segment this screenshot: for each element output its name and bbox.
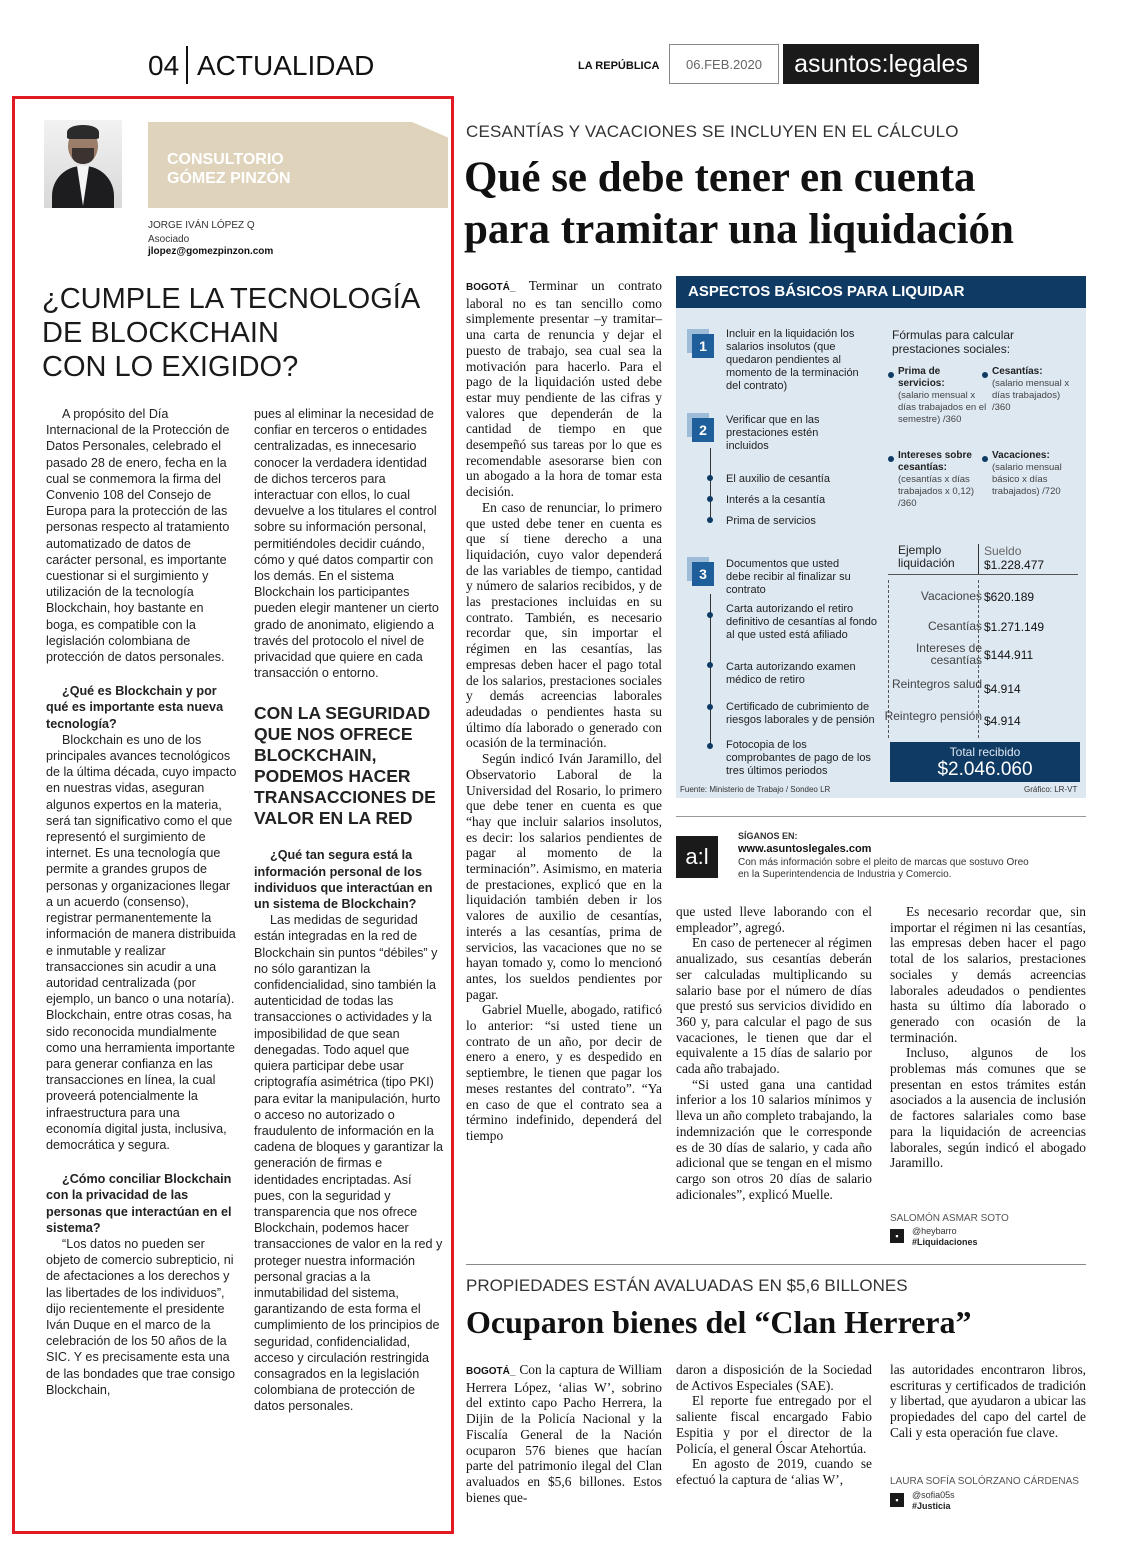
- article-column-2: [676, 1362, 872, 1488]
- list-item: Prima de servicios: [726, 515, 816, 527]
- body-paragraph: Gabriel Muelle, abogado, ratificó lo anterior: “si usted tiene un contrato de un año, por decir de enero a enero, y es despedido en septiembre, le tienen que pagar los meses restantes del contrato”. “Ya en caso de que el contrato sea a término indefinido, dependerá del tiempo: [466, 1002, 662, 1143]
- headline-line: ¿CUMPLE LA TECNOLOGÍA: [42, 283, 421, 315]
- bullet-dot: [888, 456, 894, 462]
- step-number: 2: [692, 418, 714, 442]
- brand-logo: asuntos:legales: [783, 44, 979, 84]
- example-label: Ejemplo liquidación: [898, 543, 955, 570]
- headline-line: Qué se debe tener en cuenta: [464, 154, 976, 201]
- step-2-text: Verificar que en las prestaciones estén incluidos: [726, 414, 820, 452]
- social-icon: ▪: [890, 1493, 904, 1507]
- consultorio-column-2: [254, 406, 444, 1415]
- body-paragraph: “Los datos no pueden ser objeto de comercio subrepticio, ni de afectaciones a los derechos y las libertades de los individuos”, dijo recientemente el presidente Iván Duque en el marco de la celebración de los 50 años de la SIC. Y es precisamente esta una de las bondades que trae consigo Blockchain,: [46, 1236, 236, 1397]
- article-tag[interactable]: #Justicia: [912, 1501, 951, 1511]
- social-icon: ▪: [890, 1229, 904, 1243]
- formulas-title: Fórmulas para calcular prestaciones sociales:: [892, 328, 1015, 356]
- pull-quote: CON LA SEGURIDAD QUE NOS OFRECE BLOCKCHAIN, PODEMOS HACER TRANSACCIONES DE VALOR EN LA RED: [254, 703, 436, 829]
- paragraph-text: Con la captura de William Herrera López, ‘alias W’, sobrino del extinto capo Pacho Herrera, la Dijin de la Policía Nacional y la Fiscalía General de la Nación ocuparon 576 bienes que hacían parte del patrimonio ilegal del Clan avaluados en $5,6 billones. Estos bienes que-: [466, 1362, 662, 1505]
- row-label: Reintegro pensión: [884, 709, 982, 723]
- infographic-source: Fuente: Ministerio de Trabajo / Sondeo LR: [680, 785, 831, 794]
- step-1-text: Incluir en la liquidación los salarios insolutos (que quedaron pendientes al momento de la terminación del contrato): [726, 328, 859, 392]
- article-tag[interactable]: #Liquidaciones: [912, 1237, 978, 1247]
- connector-line: [710, 448, 711, 521]
- author-photo: [44, 120, 122, 208]
- author-email[interactable]: jlopez@gomezpinzon.com: [148, 246, 274, 257]
- article-column-3: [890, 1362, 1086, 1441]
- article-headline: Ocuparon bienes del “Clan Herrera”: [466, 1304, 972, 1340]
- row-value: $620.189: [984, 590, 1035, 604]
- bullet-dot: [982, 372, 988, 378]
- formula-prima: [898, 366, 988, 426]
- body-paragraph: A propósito del Día Internacional de la Protección de Datos Personales, celebrado el pasado 28 de enero, fecha en la cual se conmemora la firma del Convenio 108 del Consejo de Europa para la protección de las personas respecto al tratamiento automatizado de datos de carácter personal, es importante cuestionar si el surgimiento y utilización de la tecnología Blockchain, hoy bastante en boga, es compatible con la legislación colombiana de protección de datos personales.: [46, 407, 230, 665]
- body-paragraph: Es necesario recordar que, sin importar el régimen ni las cesantías, las empresas deben hacer el pago total de los salarios, prestaciones sociales y demás acreencias laborales adeudados o pendientes hasta su último día laborado o generado con ocasión de la terminación.: [890, 904, 1086, 1045]
- divider: [676, 816, 1086, 817]
- bullet-dot: [888, 372, 894, 378]
- headline-line: DE BLOCKCHAIN: [42, 317, 279, 349]
- step-number: 3: [692, 562, 714, 586]
- author-name: JORGE IVÁN LÓPEZ Q: [148, 220, 255, 231]
- row-value: $4.914: [984, 682, 1021, 696]
- body-paragraph: Blockchain es uno de los principales avances tecnológicos de la última década, cuyo impacto en nuestras vidas, aseguran algunos expertos en la materia, será tan significativo como el que representó el surgimiento de internet. Es una tecnología que permite a grandes grupos de personas y organizaciones llegar a un acuerdo (consenso), registrar permanentemente la información de manera distribuida e inmutable y realizar transacciones sin acudir a una autoridad centralizada (por ejemplo, un banco o una notaría). Blockchain, entre otras cosas, ha sido reconocida mundialmente como una herramienta importante para generar confianza en las transacciones en línea, la cual proveerá potencialmente la infraestructura para una economía digital justa, inclusiva, democrática y segura.: [46, 732, 237, 1152]
- total-value: $2.046.060: [937, 759, 1033, 780]
- list-item: Certificado de cubrimiento de riesgos laborales y de pensión: [726, 701, 875, 726]
- row-value: $4.914: [984, 714, 1021, 728]
- list-item: Carta autorizando examen médico de retiro: [726, 661, 856, 686]
- website-link[interactable]: www.asuntoslegales.com: [738, 843, 872, 855]
- header-divider: [186, 46, 188, 84]
- subheading: ¿Qué tan segura está la información personal de los individuos que interactúan en un sistema de Blockchain?: [254, 848, 433, 912]
- consultorio-column-1: [46, 406, 238, 1398]
- article-column-1: [466, 1362, 662, 1505]
- infographic-credit: Gráfico: LR-VT: [1024, 785, 1078, 794]
- article-column-3: [890, 904, 1086, 1171]
- article-kicker: PROPIEDADES ESTÁN AVALUADAS EN $5,6 BILLONES: [466, 1276, 908, 1295]
- consultorio-title-line1: CONSULTORIO: [167, 151, 284, 168]
- formula-intereses: [898, 450, 978, 510]
- body-paragraph: En caso de pertenecer al régimen anualizado, sus cesantías deberán ser calculadas multiplicando su salario base por el número de días que prestó sus servicios dividido en 360 y, para calcular el pago de sus vacaciones, le tienen que dar el equivalente a 15 días de salario por cada año trabajado.: [676, 935, 872, 1077]
- row-value: $1.271.149: [984, 620, 1045, 634]
- salary-label: Sueldo: [984, 544, 1022, 558]
- formula-vacaciones: [992, 450, 1078, 498]
- bullet-dot: [707, 496, 713, 502]
- bullet-dot: [707, 517, 713, 523]
- total-box: [890, 742, 1080, 782]
- subheading: ¿Cómo conciliar Blockchain con la privacidad de las personas que interactúan en el sistema?: [46, 1172, 232, 1235]
- body-paragraph: El reporte fue entregado por el saliente fiscal encargado Fabio Espitia y por el director de la Policía, el general Óscar Atehortúa.: [676, 1393, 872, 1456]
- author-handle[interactable]: @heybarro: [912, 1226, 957, 1236]
- formula-heading: Cesantías:: [992, 366, 1043, 377]
- list-item: Carta autorizando el retiro definitivo de cesantías al fondo al que usted está afiliado: [726, 603, 878, 641]
- formula-heading: Intereses sobre cesantías:: [898, 450, 972, 473]
- step-number: 1: [692, 334, 714, 358]
- paragraph-text: Terminar un contrato laboral no es tan sencillo como simplemente presentar –y tramitar– una carta de renuncia y dejar el puesto de trabajo, sea cual sea la motivación para hacerlo. Para el pago de la liquidación usted debe estar muy pendiente de las cifras y valores que dependerán de la cantidad de tiempo en que desempeñó sus tareas por lo que es recomendable asesorarse bien con un abogado a la hora de tomar esta decisión.: [466, 278, 663, 500]
- author-role: Asociado: [148, 234, 190, 245]
- page-number: 04: [148, 50, 180, 81]
- consultorio-title: [167, 150, 291, 188]
- body-paragraph: daron a disposición de la Sociedad de Activos Especiales (SAE).: [676, 1362, 872, 1393]
- header-divider: [978, 544, 979, 574]
- body-paragraph: Incluso, algunos de los problemas más comunes que se presentan en estos trámites están asociados a la ausencia de inclusión de factores salariales como base para la liquidación de acreencias laborales, según indicó el abogado Jaramillo.: [890, 1045, 1086, 1171]
- body-paragraph: “Si usted gana una cantidad inferior a los 10 salarios mínimos y lleva un año completo trabajando, la indemnización que le corresponde es de 30 días de salario, y cada año adicional que se tengan en el mismo cargo son otros 20 días de salario adicionales”, explicó Muelle.: [676, 1076, 872, 1202]
- newspaper-name: LA REPÚBLICA: [578, 60, 660, 72]
- list-item: El auxilio de cesantía: [726, 473, 830, 485]
- body-paragraph: En caso de renunciar, lo primero que usted debe tener en cuenta es que sí tiene derecho a una liquidación, cuyo valor dependerá de las variables de tiempo, cantidad y número de salarios recibidos, y de las prestaciones incluidas en su contrato. También, es necesario recordar que, sin importar el régimen en las cesantías, las empresas deben hacer el pago total de los salarios, prestaciones sociales y demás acreencias laborales adeudadas o pendientes hasta su último día laborado o generado con ocasión de la terminación.: [466, 499, 662, 751]
- list-item: Interés a la cesantía: [726, 494, 826, 506]
- formula-heading: Vacaciones:: [992, 450, 1050, 461]
- consultorio-title-line2: GÓMEZ PINZÓN: [167, 170, 291, 187]
- article-byline: SALOMÓN ASMAR SOTO: [890, 1213, 1009, 1224]
- subheading: ¿Qué es Blockchain y por qué es importante esta nueva tecnología?: [46, 684, 224, 731]
- issue-date: 06.FEB.2020: [669, 44, 779, 84]
- row-label: Vacaciones: [920, 589, 982, 603]
- formula-text: (salario mensual x días trabajados en el semestre) /360: [898, 390, 987, 425]
- example-table: [884, 538, 1078, 738]
- section-title: ACTUALIDAD: [197, 50, 375, 81]
- row-label: Reintegros salud: [891, 677, 982, 691]
- formula-text: (salario mensual x días trabajados) /360: [992, 378, 1070, 413]
- body-paragraph: que usted lleve laborando con el empleador”, agregó.: [676, 904, 872, 935]
- body-paragraph: [466, 278, 662, 500]
- row-value: $144.911: [984, 648, 1034, 662]
- row-label: Intereses de cesantías: [915, 641, 982, 667]
- row-label: Cesantías: [927, 619, 982, 633]
- dateline: BOGOTÁ_: [466, 282, 516, 293]
- asuntos-legales-logo-icon: a:l: [676, 836, 718, 878]
- salary-value: $1.228.477: [984, 558, 1045, 572]
- table-rule: [888, 574, 1078, 575]
- bullet-dot: [982, 456, 988, 462]
- bullet-dot: [707, 662, 713, 668]
- table-row: [888, 588, 1078, 616]
- formula-heading: Prima de servicios:: [898, 366, 945, 389]
- bullet-dot: [707, 612, 713, 618]
- table-row: [888, 642, 1078, 670]
- article-kicker: CESANTÍAS Y VACACIONES SE INCLUYEN EN EL CÁLCULO: [466, 122, 959, 141]
- headline-line: para tramitar una liquidación: [464, 206, 1014, 253]
- article-headline: [464, 152, 1104, 256]
- formula-text: (salario mensual básico x días trabajados) /720: [992, 462, 1062, 497]
- body-paragraph: Según indicó Iván Jaramillo, del Observatorio Laboral de la Universidad del Rosario, lo primero que debe tener en cuenta es que “hay que incluir salarios insolutos, es decir: los salarios pendientes de pagar al momento de la terminación”. Asimismo, en materia de prestaciones, explicó que en la liquidación también deben ir los valores de auxilio de cesantías, interés a las cesantías, prima de servicios, las vacaciones que no se hayan tomado y, como lo mencionó antes, los sueldos pendientes por pagar.: [466, 751, 662, 1002]
- follow-text: Con más información sobre el pleito de marcas que sostuvo Oreo en la Superintendencia de Industria y Comercio.: [738, 857, 1029, 880]
- bullet-dot: [707, 704, 713, 710]
- consultorio-headline: [42, 282, 442, 384]
- article-byline: LAURA SOFÍA SOLÓRZANO CÁRDENAS: [890, 1476, 1079, 1487]
- body-paragraph: las autoridades encontraron libros, escrituras y certificados de tradición y libertad, que ayudaron a ubicar las propiedades del capo del cartel de Cali y esta operación fue clave.: [890, 1362, 1086, 1440]
- table-row: [884, 709, 1078, 738]
- follow-title: SÍGANOS EN:: [738, 831, 798, 841]
- total-label: Total recibido: [949, 745, 1021, 759]
- step-3-text: Documentos que usted debe recibir al finalizar su contrato: [726, 558, 851, 596]
- headline-line: CON LO EXIGIDO?: [42, 351, 299, 383]
- table-row: [888, 678, 1078, 706]
- author-handle[interactable]: @sofia05s: [912, 1490, 955, 1500]
- divider: [466, 1264, 1086, 1265]
- infographic-title: ASPECTOS BÁSICOS PARA LIQUIDAR: [676, 276, 1086, 308]
- body-paragraph: pues al eliminar la necesidad de confiar en terceros o entidades centralizadas, es innecesario conocer la verdadera identidad de dichos terceros para interactuar con ellos, lo cual devuelve a los titulares el control sobre su información personal, permitiéndoles decidir cuándo, cómo y qué datos compartir con los demás. En el sistema Blockchain los participantes pueden elegir mantener un cierto grado de anonimato, eligiendo a través del protocolo el nivel de privacidad que quiere en cada transacción o entorno.: [254, 407, 439, 681]
- formula-cesantias: [992, 366, 1078, 414]
- bullet-dot: [707, 743, 713, 749]
- article-column-2: [676, 904, 872, 1202]
- article-column-1: [466, 278, 662, 1144]
- body-paragraph: [466, 1362, 662, 1505]
- bullet-dot: [707, 475, 713, 481]
- body-paragraph: Las medidas de seguridad están integradas en la red de Blockchain sin puntos “débiles” y no sólo garantizan la confidencialidad, sino también la autenticidad de todas las transacciones o actividades y la imposibilidad de que sean denegadas. Todo aquel que quiera participar debe usar criptografía asimétrica (tipo PKI) para evitar la manipulación, hurto o acceso no autorizado o fraudulento de información en la cadena de bloques y garantizar la generación de firmas e identidades encriptadas. Así pues, con la seguridad y transparencia que nos ofrece Blockchain, podemos hacer transacciones de valor en la red y proteger nuestra información personal gracias a la inmutabilidad del sistema, garantizando de esta forma el cumplimiento de los principios de seguridad, confidencialidad, acceso y circulación restringida consagrados en la legislación colombiana de protección de datos personales.: [254, 913, 444, 1414]
- formula-text: (cesantías x días trabajados x 0,12) /360: [898, 474, 975, 509]
- list-item: Fotocopia de los comprobantes de pago de los tres últimos periodos: [726, 739, 871, 777]
- body-paragraph: En agosto de 2019, cuando se efectuó la captura de ‘alias W’,: [676, 1456, 872, 1487]
- dateline: BOGOTÁ_: [466, 1366, 516, 1377]
